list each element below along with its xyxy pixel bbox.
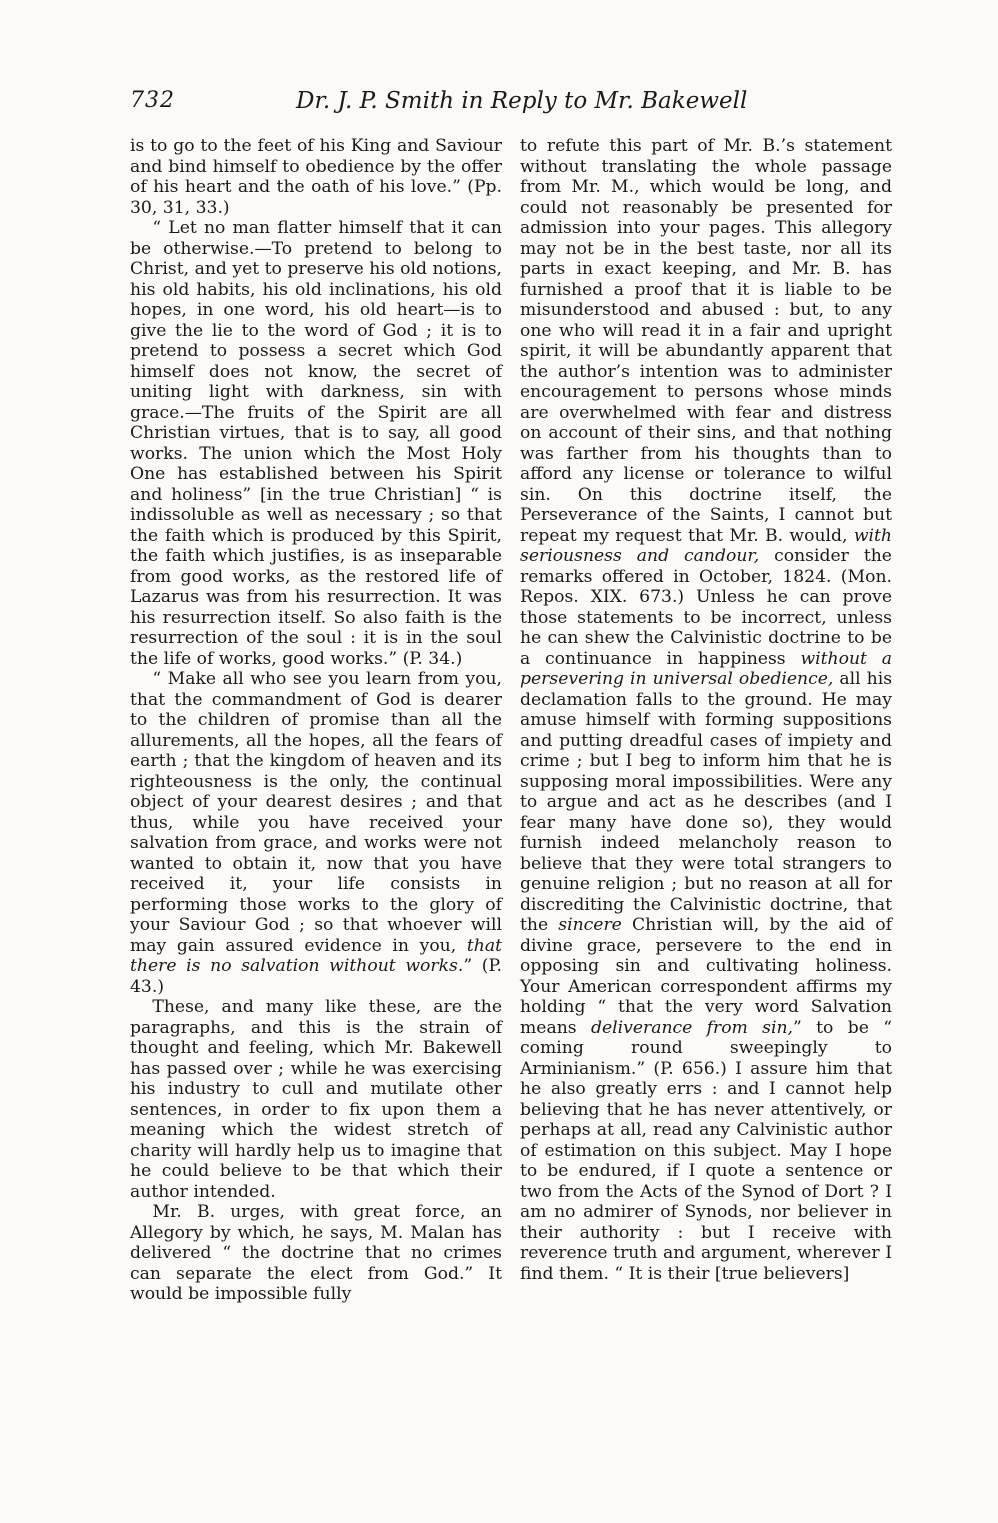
paragraph-text: consider the remarks offered in October, 1824. (Mon. Repos. XIX. 673.) Unless he can prove those statements to be incorrect, unless he can shew the Calvinistic doctrine to be a continuance in happiness [520,546,892,669]
paragraph: These, and many like these, are the paragraphs, and this is the strain of thought and feeling, which Mr. Bakewell has passed over ; while he was exercising his industry to cull and mutilate other sentences, in order to fix upon them a meaning which the widest stretch of charity will hardly help us to imagine that he could believe to be that which their author intended. [130,997,502,1202]
italic-text: that there is no salvation without works. [130,935,503,976]
italic-text: without a persevering in universal obedience, [520,648,892,689]
paragraph-text: ” to be “ coming round sweepingly to Arminianism.” (P. 656.) I assure him that he also greatly errs : and I cannot help believing that he has never attentively, or perhaps at all, read any Calvinistic author of estimation on this subject. May I hope to be endured, if I quote a sentence or two from the Acts of the Synod of Dort ? I am no admirer of Synods, nor believer in their authority : but I receive with reverence truth and argument, wherever I find them. “ It is their [true believers] [520,1017,892,1284]
paragraph-text: Christian will, by the aid of divine grace, persevere to the end in opposing sin and cultivating holiness. Your American correspondent affirms my holding “ that the very word Salvation means [520,915,893,1038]
paragraph: Mr. B. urges, with great force, an Allegory by which, he says, M. Malan has delivered “ the doctrine that no crimes can separate the elect from God.” It would be impossible fully [130,1202,502,1304]
italic-text: sincere [558,915,622,935]
page-header [130,88,890,124]
running-title: Dr. J. P. Smith in Reply to Mr. Bakewell [296,88,748,114]
paragraph-text: all his declamation falls to the ground. He may amuse himself with forming suppositions and putting dreadful cases of impiety and crime ; but I beg to inform him that he is supposing moral impossibilities. Were any to argue and act as he describes (and I fear many have done so), they would furnish indeed melancholy reason to believe that they were total strangers to genuine religion ; but no reason at all for discrediting the Calvinistic doctrine, that the [520,669,893,935]
right-column [520,136,892,1284]
paragraph-text: “ Make all who see you learn from you, that the commandment of God is dearer to the children of promise than all the allurements, all the hopes, all the fears of earth ; that the kingdom of heaven and its righteousness is the only, the continual object of your dearest desires ; and that thus, while you have received your salvation from grace, and works were not wanted to obtain it, now that you have received it, your life consists in performing those works to the glory of your Saviour God ; so that whoever will may gain assured evidence in you, [130,669,502,956]
paragraph-text: to refute this part of Mr. B.’s statement without translating the whole passage from Mr. M., which would be long, and could not reasonably be presented for admission into your pages. This allegory may not be in the best taste, nor all its parts in exact keeping, and Mr. B. has furnished a proof that it is liable to be misunderstood and abused : but, to any one who will read it in a fair and upright spirit, it will be abundantly apparent that the author’s intention was to administer encouragement to persons whose minds are overwhelmed with fear and distress on account of their sins, and that nothing was farther from his thoughts than to afford any license or tolerance to wilful sin. On this doctrine itself, the Perseverance of the Saints, I cannot but repeat my request that Mr. B. would, [520,136,892,546]
page-number: 732 [130,88,175,113]
italic-text: with seriousness and candour, [520,525,892,566]
paragraph [130,669,502,997]
paragraph-text: ” (P. 43.) [130,956,502,997]
paragraph: “ Let no man flatter himself that it can be otherwise.—To pretend to belong to Christ, and yet to preserve his old notions, his old habits, his old inclinations, his old hopes, in one word, his old heart—is to give the lie to the word of God ; it is to pretend to possess a secret which God himself does not know, the secret of uniting light with darkness, sin with grace.—The fruits of the Spirit are all Christian virtues, that is to say, all good works. The union which the Most Holy One has established between his Spirit and holiness” [in the true Christian] “ is indissoluble as well as necessary ; so that the faith which is produced by this Spirit, the faith which justifies, is as inseparable from good works, as the restored life of Lazarus was from his resurrection. It was his resurrection itself. So also faith is the resurrection of the soul : it is in the soul the life of works, good works.” (P. 34.) [130,218,502,669]
paragraph: is to go to the feet of his King and Saviour and bind himself to obedience by the offer of his heart and the oath of his love.” (Pp. 30, 31, 33.) [130,136,502,218]
italic-text: deliverance from sin, [590,1017,794,1038]
left-column [130,136,502,1305]
paragraph [520,136,892,1284]
